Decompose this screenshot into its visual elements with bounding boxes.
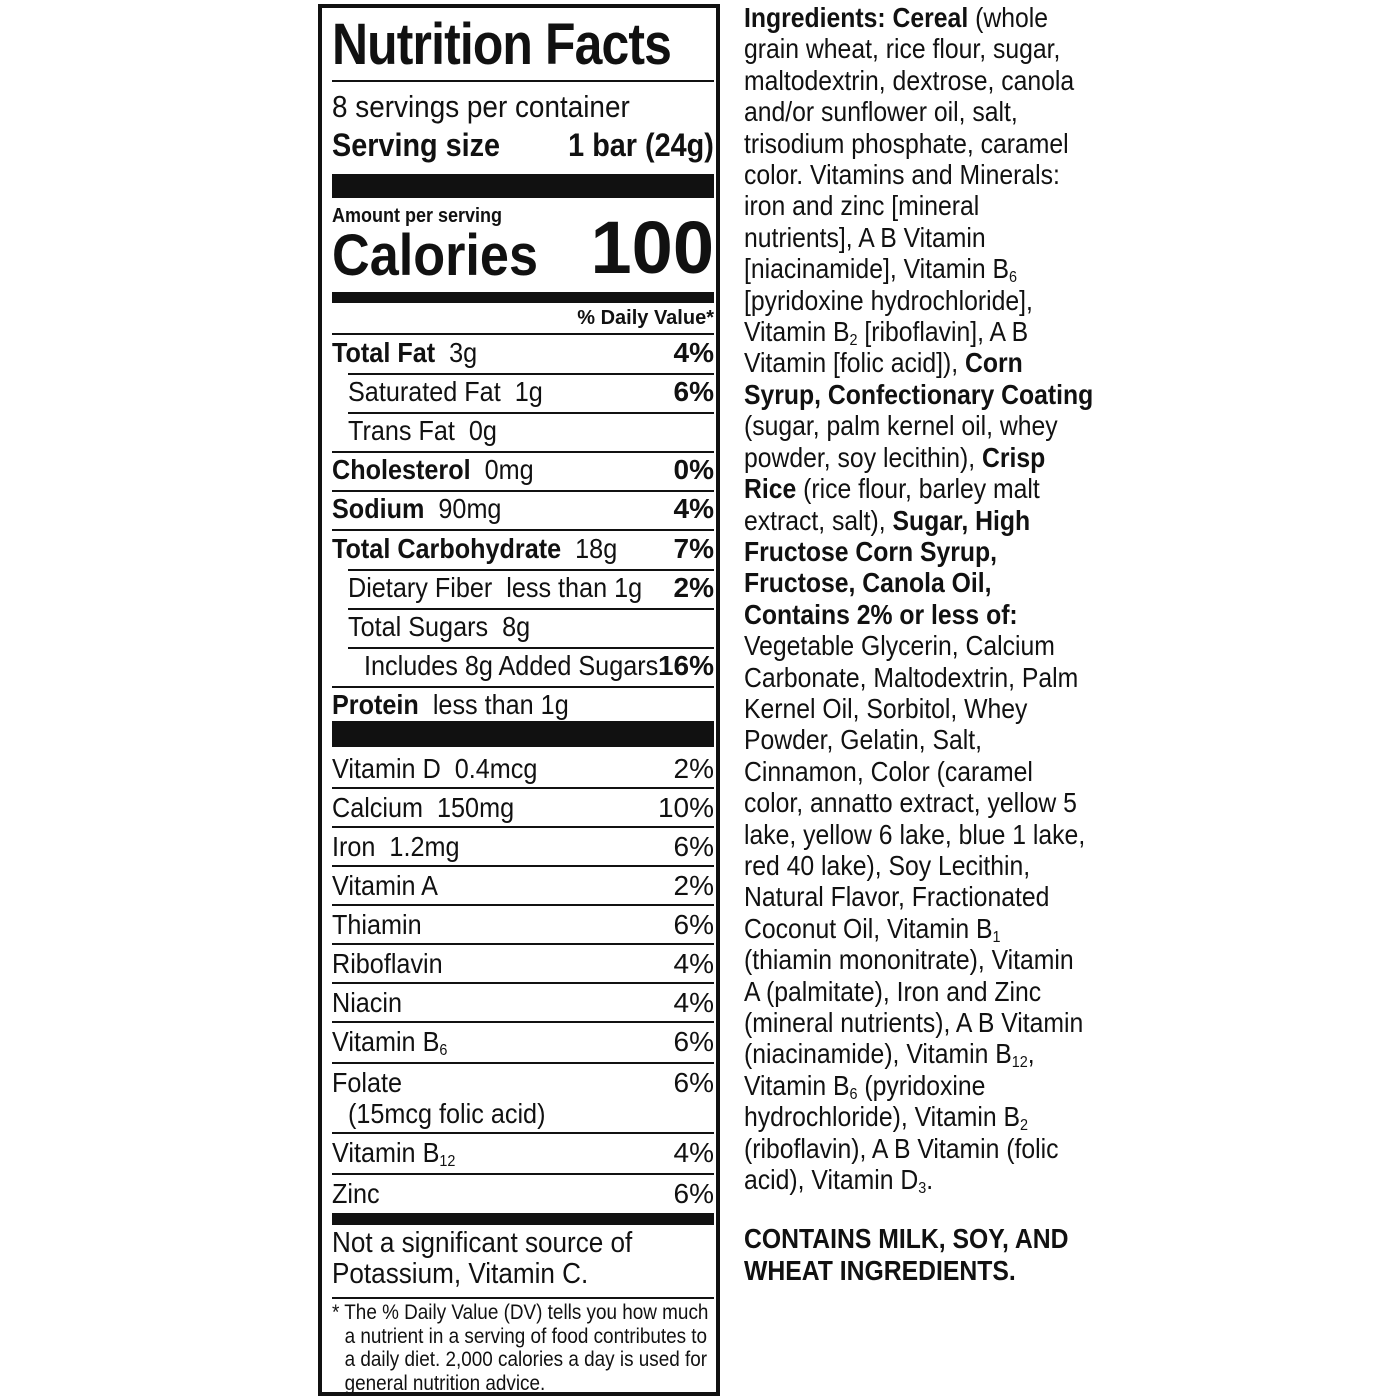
servings-per-container: 8 servings per container	[332, 89, 630, 124]
nutrient-amount: less than 1g	[418, 688, 569, 720]
vitamin-label	[332, 986, 402, 1020]
vitamin-name: Thiamin	[332, 909, 422, 940]
nutrient-amount: less than 1g	[492, 571, 643, 603]
nutrient-amount: 0mg	[470, 454, 534, 486]
vitamin-name: Riboflavin	[332, 948, 443, 979]
vitamin-label	[332, 947, 443, 981]
vitamin-row	[332, 752, 714, 786]
nutrient-label	[348, 375, 543, 409]
nutrient-amount: 1g	[500, 376, 543, 408]
divider	[332, 1132, 714, 1134]
ingredient-subscript: 6	[1009, 269, 1018, 287]
nutrient-amount: 90mg	[424, 493, 502, 525]
vitamin-row	[332, 791, 714, 825]
nutrient-row	[332, 336, 714, 370]
vitamin-name: Vitamin A	[332, 870, 439, 901]
calories-label: Calories	[332, 223, 539, 288]
nutrient-amount: 0g	[454, 415, 497, 447]
vitamin-label	[332, 908, 422, 942]
vitamin-row	[332, 1066, 714, 1100]
vitamin-row	[332, 830, 714, 864]
divider	[332, 982, 714, 984]
nutrient-label	[332, 492, 501, 526]
nutrient-label	[348, 414, 497, 448]
vitamin-dv: 4%	[673, 987, 714, 1018]
nutrient-name: Trans Fat	[348, 415, 455, 447]
nutrient-row	[332, 453, 714, 487]
divider	[332, 787, 714, 789]
divider	[332, 1297, 714, 1299]
vitamin-row	[332, 1136, 714, 1170]
vitamin-subscript: 12	[439, 1153, 456, 1170]
nutrient-row	[332, 649, 714, 683]
allergen-statement: CONTAINS MILK, SOY, AND WHEAT INGREDIENTS.	[744, 1223, 1069, 1286]
vitamin-name: Vitamin B	[332, 1137, 440, 1168]
vitamin-name: Vitamin D	[332, 753, 441, 784]
nutrient-label	[332, 453, 534, 487]
divider	[332, 826, 714, 828]
nutrient-row	[332, 610, 714, 644]
nutrient-dv: 7%	[673, 532, 714, 564]
vitamin-row	[332, 869, 714, 903]
vitamin-amount: 1.2mg	[375, 831, 460, 862]
vitamin-dv: 4%	[673, 1137, 714, 1168]
vitamin-label	[332, 1177, 380, 1211]
nutrient-name: Dietary Fiber	[348, 571, 493, 603]
vitamin-name: Niacin	[332, 987, 403, 1018]
vitamin-amount: 0.4mcg	[440, 753, 538, 784]
vitamin-name: Vitamin B	[332, 1026, 440, 1057]
nutrient-amount: 8g	[488, 610, 531, 642]
ingredient-segment: .	[926, 1164, 934, 1196]
vitamin-dv: 2%	[673, 753, 714, 784]
vitamin-label	[332, 1025, 447, 1059]
nutrition-title: Nutrition Facts	[332, 12, 672, 77]
nutrient-label	[332, 532, 617, 566]
nutrient-name: Includes 8g Added Sugars	[364, 649, 659, 681]
ingredient-subscript: 2	[849, 332, 858, 350]
vitamin-label	[332, 830, 459, 864]
thick-divider	[332, 721, 714, 747]
nutrient-amount: 3g	[435, 337, 478, 368]
divider	[332, 943, 714, 945]
medium-divider	[332, 292, 714, 303]
divider	[332, 865, 714, 867]
vitamin-amount: 150mg	[423, 792, 515, 823]
ingredient-segment: Vegetable Glycerin, Calcium Carbonate, Maltodextrin, Palm Kernel Oil, Sorbitol, Whey Powder, Gelatin, Salt, Cinnamon, Color (caramel color, annatto extract, yellow 5 lake, yellow 6 lake, blue 1 lake, red 40 lake), Soy Lecithin, Natural Flavor, Fractionated Coconut Oil, Vitamin B	[744, 630, 1086, 944]
vitamin-name: Zinc	[332, 1178, 380, 1209]
vitamin-dv: 2%	[673, 870, 714, 901]
nutrient-name: Total Sugars	[348, 610, 489, 642]
nutrient-label	[348, 610, 530, 644]
ingredient-segment: Crisp Rice	[744, 441, 1046, 505]
ingredient-segment: Cereal	[892, 2, 969, 33]
thick-divider	[332, 174, 714, 198]
vitamin-dv: 6%	[673, 831, 714, 862]
nutrient-label	[332, 688, 569, 722]
amount-per-serving: Amount per serving	[332, 205, 503, 227]
vitamin-dv: 4%	[673, 948, 714, 979]
calories-value: 100	[590, 206, 714, 289]
vitamin-label	[332, 752, 537, 786]
ingredient-segment: (rice flour, barley malt extract, salt),	[744, 473, 1040, 536]
nutrient-label	[348, 571, 642, 605]
vitamin-dv: 6%	[673, 1178, 714, 1209]
divider	[332, 333, 714, 335]
ingredient-subscript: 3	[918, 1180, 927, 1198]
nutrient-name: Saturated Fat	[348, 376, 501, 408]
vitamin-dv: 6%	[673, 909, 714, 940]
vitamin-label	[332, 1066, 402, 1100]
vitamin-dv: 6%	[673, 1067, 714, 1098]
nutrient-row	[332, 375, 714, 409]
vitamin-amount: (15mcg folic acid)	[348, 1098, 546, 1129]
ingredient-segment: (sugar, palm kernel oil, whey powder, soy lecithin),	[744, 410, 1058, 473]
nutrient-name: Total Fat	[332, 337, 436, 368]
ingredient-segment: , Vitamin B	[744, 1038, 1035, 1101]
nutrient-row	[332, 414, 714, 448]
vitamin-name: Iron	[332, 831, 376, 862]
vitamin-dv: 10%	[657, 792, 714, 823]
divider	[332, 904, 714, 906]
vitamin-name: Folate	[332, 1067, 403, 1098]
ingredients-list	[744, 2, 1094, 1198]
divider	[332, 1021, 714, 1023]
vitamin-dv: 6%	[673, 1026, 714, 1057]
nutrient-name: Protein	[332, 688, 419, 720]
divider	[332, 1062, 714, 1064]
ingredient-segment: (pyridoxine hydrochloride), Vitamin B	[744, 1069, 1021, 1133]
ingredient-segment: [riboflavin], A B Vitamin [folic acid]),	[744, 316, 1029, 379]
ingredient-segment: [pyridoxine hydrochloride], Vitamin B	[744, 284, 1033, 348]
divider	[332, 80, 714, 82]
ingredient-segment: (whole grain wheat, rice flour, sugar, maltodextrin, dextrose, canola and/or sunflower oil, salt, trisodium phosphate, caramel color. Vitamins and Minerals: iron and zinc [mineral nutrients], A B Vitamin [niacinamide], Vitamin B	[744, 2, 1075, 285]
ingredients-panel	[744, 2, 1094, 1286]
nutrient-row	[332, 571, 714, 605]
nutrient-row	[332, 688, 714, 722]
serving-size-value: 1 bar (24g)	[568, 127, 714, 163]
nutrient-dv: 6%	[673, 376, 714, 408]
ingredient-segment: (riboflavin), A B Vitamin (folic acid), Vitamin D	[744, 1132, 1059, 1196]
nutrient-name: Cholesterol	[332, 454, 471, 486]
ingredient-subscript: 1	[992, 928, 1001, 946]
nutrient-dv: 16%	[657, 649, 714, 681]
nutrient-label	[364, 649, 658, 683]
vitamin-subscript: 6	[439, 1042, 448, 1059]
daily-value-header: % Daily Value*	[577, 307, 714, 329]
nutrition-facts-panel	[318, 4, 720, 1396]
dv-footnote: * The % Daily Value (DV) tells you how much a nutrient in a serving of food contributes to a daily diet. 2,000 calories a day is used for general nutrition advice.	[332, 1301, 709, 1395]
medium-divider	[332, 1213, 714, 1225]
nutrient-dv: 0%	[673, 454, 714, 486]
nutrient-label	[332, 336, 477, 370]
nutrient-name: Sodium	[332, 493, 425, 525]
not-significant-note: Not a significant source of Potassium, Vitamin C.	[332, 1227, 633, 1290]
vitamin-row	[332, 947, 714, 981]
vitamin-name: Calcium	[332, 792, 424, 823]
vitamin-label	[332, 1136, 455, 1170]
nutrient-name: Total Carbohydrate	[332, 532, 562, 564]
serving-size-label: Serving size	[332, 127, 501, 163]
vitamin-label	[332, 791, 514, 825]
nutrient-dv: 4%	[673, 337, 714, 368]
divider	[332, 1173, 714, 1175]
ingredient-subscript: 2	[1020, 1117, 1029, 1135]
ingredient-subscript: 6	[849, 1085, 858, 1103]
nutrient-row	[332, 492, 714, 526]
vitamin-label	[332, 869, 438, 903]
ingredient-subscript: 12	[1011, 1054, 1028, 1072]
nutrient-dv: 2%	[673, 571, 714, 603]
vitamin-row	[332, 986, 714, 1020]
vitamin-row	[332, 1177, 714, 1211]
nutrient-row	[332, 532, 714, 566]
ingredient-segment: Corn Syrup, Confectionary Coating	[744, 347, 1094, 410]
nutrient-amount: 18g	[561, 532, 618, 564]
ingredient-segment: Sugar, High Fructose Corn Syrup, Fructose, Canola Oil, Contains 2% or less of:	[744, 504, 1031, 630]
vitamin-row-extra	[332, 1097, 714, 1131]
nutrient-dv: 4%	[673, 493, 714, 525]
vitamin-row	[332, 1025, 714, 1059]
vitamin-row	[332, 908, 714, 942]
ingredient-segment: (thiamin mononitrate), Vitamin A (palmitate), Iron and Zinc (mineral nutrients), A B Vitamin (niacinamide), Vitamin B	[744, 944, 1084, 1070]
ingredients-label: Ingredients:	[744, 2, 886, 33]
